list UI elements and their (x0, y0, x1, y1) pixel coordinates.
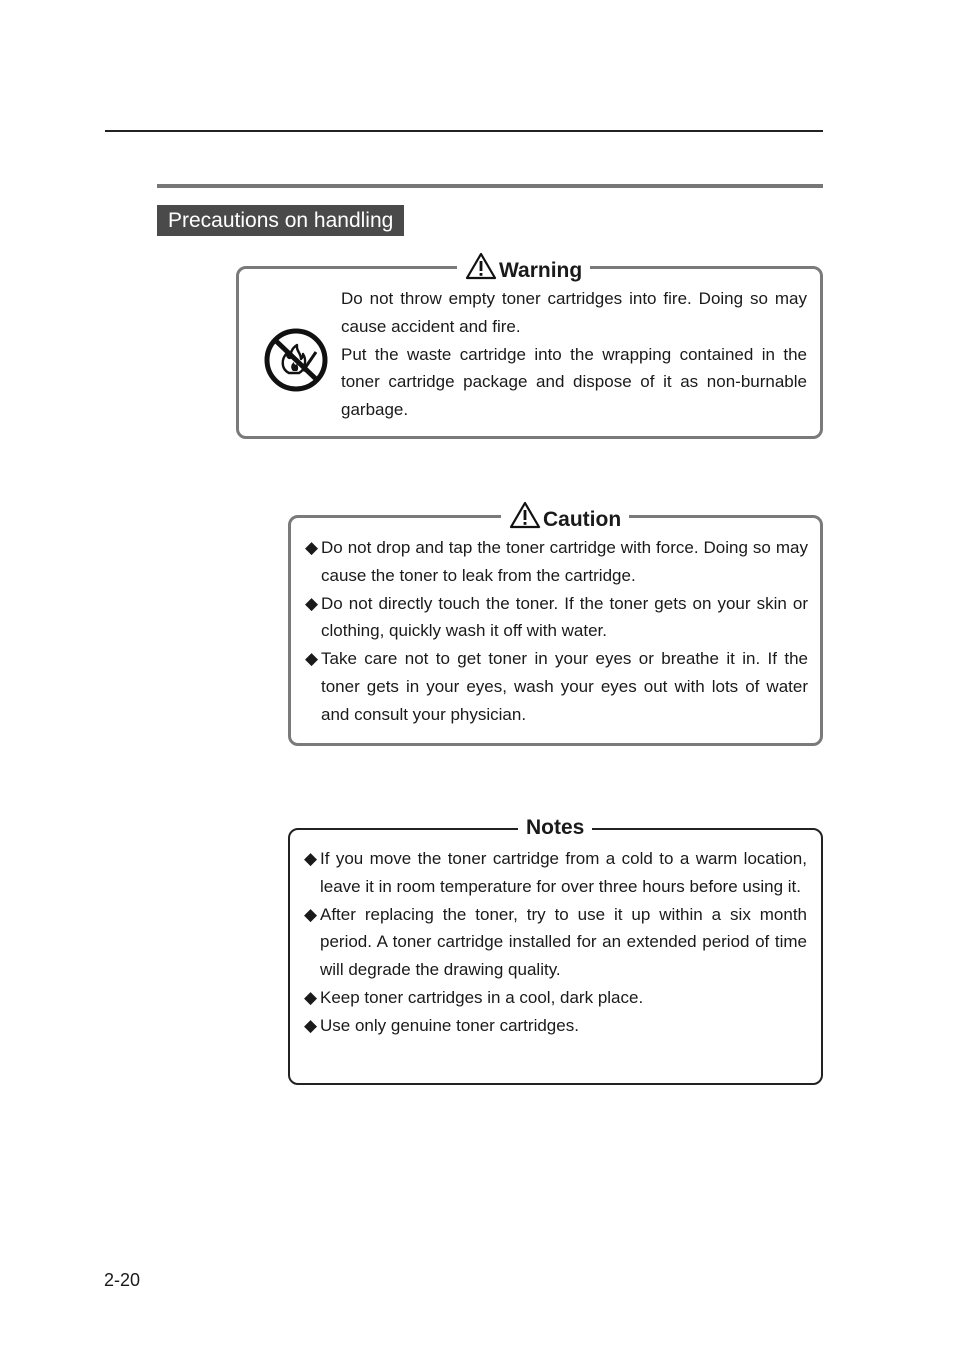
warning-paragraph: Put the waste cartridge into the wrapping contained in the toner cartridge package and dispose of it as non-burnable garbage. (341, 344, 807, 420)
notes-title (518, 813, 592, 843)
notes-list (304, 845, 807, 1040)
caution-title (501, 501, 629, 538)
diamond-bullet-icon: ◆ (305, 649, 319, 669)
warning-box (236, 258, 823, 439)
diamond-bullet-icon: ◆ (304, 1015, 318, 1035)
warning-text (341, 285, 807, 424)
caution-box (288, 507, 823, 746)
page-number: 2-20 (104, 1270, 141, 1290)
diamond-bullet-icon: ◆ (305, 538, 319, 557)
diamond-bullet-icon: ◆ (304, 987, 318, 1007)
diamond-bullet-icon: ◆ (304, 849, 318, 868)
no-fire-icon (263, 327, 329, 398)
list-item: ◆ Use only genuine toner cartridges. (304, 1012, 807, 1040)
list-item: ◆ If you move the toner cartridge from a cold to a warm location, leave it in room temperature for over three hours before using it. (304, 845, 807, 901)
warning-triangle-icon (465, 252, 499, 289)
caution-list (305, 534, 808, 729)
section-rule (157, 184, 823, 188)
diamond-bullet-icon: ◆ (304, 904, 318, 924)
list-item: ◆ Do not directly touch the toner. If the toner gets on your skin or clothing, quickly wash it off with water. (305, 590, 808, 646)
diamond-bullet-icon: ◆ (305, 593, 319, 613)
list-item: ◆ Take care not to get toner in your eyes or breathe it in. If the toner gets in your eyes, wash your eyes out with lots of water and consult your physician. (305, 645, 808, 728)
list-item: ◆ After replacing the toner, try to use it up within a six month period. A toner cartridge installed for an extended period of time will degrade the drawing quality. (304, 901, 807, 984)
warning-title-label: Warning (499, 258, 583, 282)
warning-paragraph: Do not throw empty toner cartridges into fire. Doing so may cause accident and fire. (341, 289, 807, 336)
section-title: Precautions on handling (157, 205, 404, 236)
warning-title (457, 252, 590, 289)
notes-box (288, 816, 823, 1085)
list-item: ◆ Keep toner cartridges in a cool, dark place. (304, 984, 807, 1012)
top-rule (105, 130, 823, 132)
warning-triangle-icon (509, 501, 543, 538)
caution-title-label: Caution (543, 507, 622, 531)
list-item: ◆ Do not drop and tap the toner cartridge with force. Doing so may cause the toner to leak from the cartridge. (305, 534, 808, 590)
notes-title-label: Notes (526, 816, 585, 839)
